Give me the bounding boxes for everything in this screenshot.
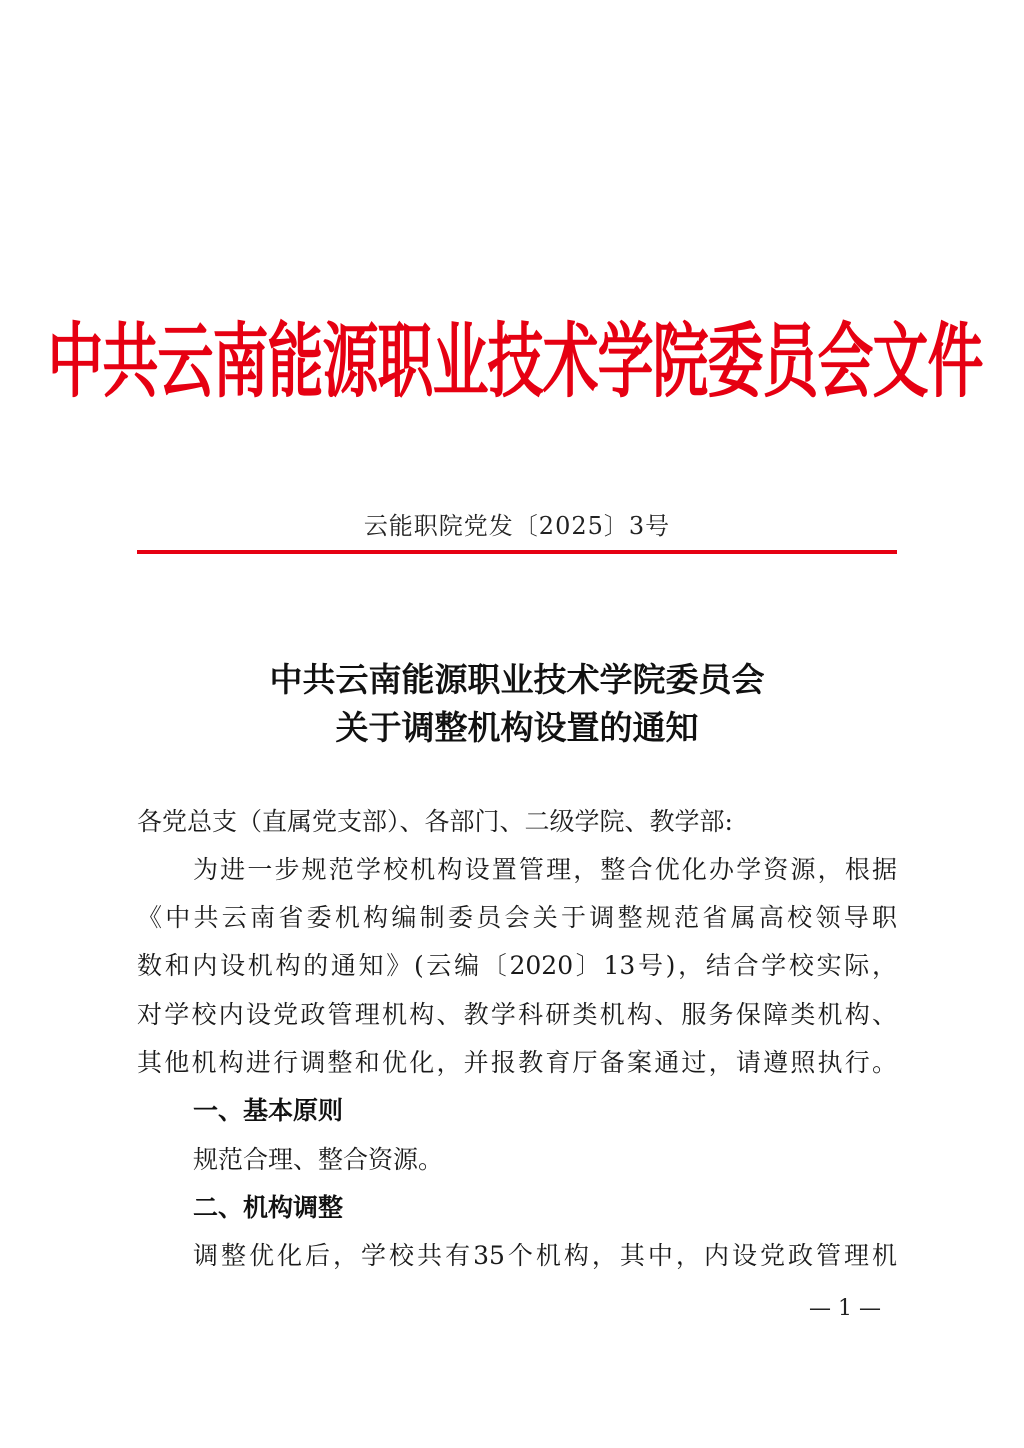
notice-title-line-1: 中共云南能源职业技术学院委员会 xyxy=(269,660,765,699)
masthead xyxy=(47,296,983,416)
paragraph-line: 其他机构进行调整和优化，并报教育厅备案通过，请遵照执行。 xyxy=(137,1048,897,1077)
section-heading-principles: 一、基本原则 xyxy=(193,1096,344,1125)
notice-title-line-2: 关于调整机构设置的通知 xyxy=(335,708,699,747)
paragraph-line: 数和内设机构的通知》(云编〔2020〕13号)，结合学校实际， xyxy=(137,951,897,980)
document-number: 云能职院党发〔2025〕3号 xyxy=(363,512,671,540)
paragraph-line: 对学校内设党政管理机构、教学科研类机构、服务保障类机构、 xyxy=(137,1000,897,1029)
section-text-principles: 规范合理、整合资源。 xyxy=(193,1145,444,1174)
red-divider xyxy=(137,550,897,554)
salutation: 各党总支（直属党支部）、各部门、二级学院、教学部: xyxy=(137,807,733,836)
paragraph-line: 《中共云南省委机构编制委员会关于调整规范省属高校领导职 xyxy=(137,903,897,932)
paragraph-line: 为进一步规范学校机构设置管理，整合优化办学资源，根据 xyxy=(193,855,897,884)
page-number: — 1 — xyxy=(809,1296,881,1321)
masthead-title: 中共云南能源职业技术学院委员会文件 xyxy=(47,313,983,410)
section-text-adjustment: 调整优化后，学校共有35个机构，其中，内设党政管理机 xyxy=(193,1241,897,1270)
section-heading-adjustment: 二、机构调整 xyxy=(193,1193,344,1222)
